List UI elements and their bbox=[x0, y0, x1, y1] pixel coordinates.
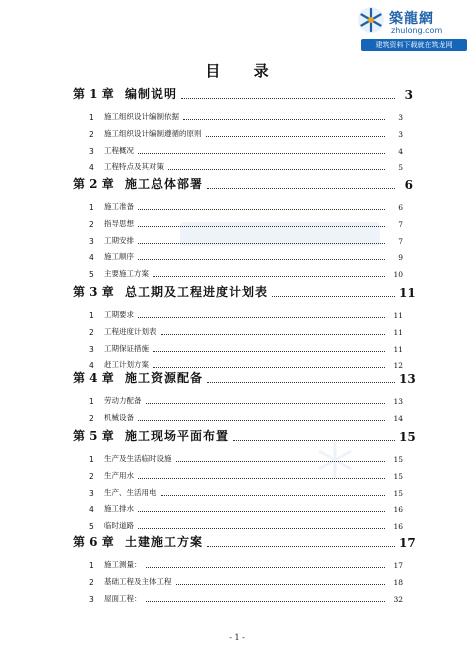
leader-dots bbox=[206, 136, 386, 137]
section-title: 施工组织设计编制依据 bbox=[104, 112, 179, 121]
toc-chapter-row bbox=[73, 370, 416, 386]
toc-section-row bbox=[89, 325, 403, 337]
toc-section-row bbox=[89, 342, 403, 354]
chapter-title: 总工期及工程进度计划表 bbox=[125, 285, 269, 299]
leader-dots bbox=[138, 420, 385, 421]
toc-section-row bbox=[89, 452, 403, 464]
logo-domain: zhulong.com bbox=[391, 26, 443, 35]
toc-section-row bbox=[89, 469, 403, 481]
leader-dots bbox=[153, 351, 385, 352]
section-number: 5 bbox=[89, 270, 94, 280]
leader-dots bbox=[168, 169, 385, 170]
section-page: 32 bbox=[393, 594, 403, 604]
section-page: 7 bbox=[398, 236, 403, 246]
chapter-title: 土建施工方案 bbox=[125, 535, 204, 549]
chapter-title: 施工总体部署 bbox=[125, 177, 204, 191]
section-title: 机械设备 bbox=[104, 412, 134, 422]
section-number: 5 bbox=[89, 522, 94, 532]
section-number: 2 bbox=[89, 129, 94, 139]
section-number: 2 bbox=[89, 471, 94, 481]
section-title: 生产、生活用电 bbox=[104, 487, 157, 497]
leader-dots bbox=[233, 440, 395, 441]
section-number: 3 bbox=[89, 344, 94, 354]
section-number: 1 bbox=[89, 203, 94, 212]
toc-section-row bbox=[89, 110, 403, 122]
leader-dots bbox=[146, 601, 386, 602]
toc-chapter-row bbox=[73, 284, 416, 300]
toc-section-row bbox=[89, 411, 403, 423]
leader-dots bbox=[138, 226, 385, 227]
leader-dots bbox=[207, 546, 395, 547]
section-number: 2 bbox=[89, 577, 94, 587]
toc-section-row bbox=[89, 592, 403, 604]
chapter-number: 第 6 章 bbox=[73, 535, 114, 549]
section-number: 3 bbox=[89, 146, 94, 156]
toc-section-row bbox=[89, 250, 403, 262]
section-page: 10 bbox=[393, 270, 403, 280]
section-number: 3 bbox=[89, 236, 94, 246]
section-number: 4 bbox=[89, 361, 94, 371]
chapter-page: 6 bbox=[404, 178, 413, 192]
toc-section-row bbox=[89, 519, 403, 531]
section-title: 施工顺序 bbox=[104, 252, 134, 262]
section-page: 18 bbox=[393, 577, 403, 587]
chapter-page: 15 bbox=[399, 430, 416, 444]
leader-dots bbox=[138, 209, 385, 210]
section-page: 11 bbox=[393, 344, 403, 354]
section-page: 11 bbox=[393, 311, 403, 320]
section-page: 16 bbox=[393, 522, 403, 532]
leader-dots bbox=[161, 334, 386, 335]
leader-dots bbox=[207, 382, 395, 383]
toc-chapter-row bbox=[73, 86, 413, 102]
section-page: 6 bbox=[398, 203, 403, 212]
leader-dots bbox=[153, 276, 385, 277]
chapter-title: 编制说明 bbox=[125, 87, 178, 101]
section-number: 2 bbox=[89, 413, 94, 423]
leader-dots bbox=[176, 461, 386, 462]
toc-section-row bbox=[89, 575, 403, 587]
section-title: 施工准备 bbox=[104, 202, 134, 211]
section-page: 16 bbox=[393, 505, 403, 515]
toc-section-row bbox=[89, 200, 403, 212]
section-title: 劳动力配备 bbox=[104, 396, 142, 405]
section-title: 工程概况 bbox=[104, 145, 134, 155]
chapter-title: 施工资源配备 bbox=[125, 371, 204, 385]
section-page: 17 bbox=[393, 561, 403, 570]
section-page: 11 bbox=[393, 327, 403, 337]
leader-dots bbox=[272, 296, 395, 297]
leader-dots bbox=[161, 495, 386, 496]
toc-section-row bbox=[89, 558, 403, 570]
section-number: 2 bbox=[89, 327, 94, 337]
section-number: 1 bbox=[89, 455, 94, 464]
section-title: 临时道路 bbox=[104, 521, 134, 531]
section-title: 主要施工方案 bbox=[104, 269, 149, 279]
section-page: 9 bbox=[398, 253, 403, 263]
section-page: 15 bbox=[393, 455, 403, 464]
leader-dots bbox=[183, 119, 385, 120]
section-number: 1 bbox=[89, 113, 94, 122]
leader-dots bbox=[207, 188, 395, 189]
section-title: 赶工计划方案 bbox=[104, 360, 149, 370]
chapter-number: 第 3 章 bbox=[73, 285, 114, 299]
leader-dots bbox=[181, 98, 395, 99]
chapter-page: 3 bbox=[404, 88, 413, 102]
toc-chapter-row bbox=[73, 534, 416, 550]
section-title: 工程进度计划表 bbox=[104, 326, 157, 336]
leader-dots bbox=[138, 478, 385, 479]
section-title: 生产及生活临时设施 bbox=[104, 454, 172, 463]
section-page: 15 bbox=[393, 471, 403, 481]
toc-section-row bbox=[89, 217, 403, 229]
section-title: 工程特点及其对策 bbox=[104, 162, 164, 172]
leader-dots bbox=[138, 511, 385, 512]
toc-section-row bbox=[89, 160, 403, 172]
section-title: 施工测量： bbox=[104, 560, 142, 569]
toc-section-row bbox=[89, 267, 403, 279]
toc-title: 目 录 bbox=[205, 62, 283, 80]
chapter-page: 17 bbox=[399, 536, 416, 550]
leader-dots bbox=[138, 317, 385, 318]
toc-section-row bbox=[89, 502, 403, 514]
section-page: 3 bbox=[398, 129, 403, 139]
section-title: 指导思想 bbox=[104, 218, 134, 228]
section-title: 基础工程及主体工程 bbox=[104, 576, 172, 586]
section-title: 屋面工程： bbox=[104, 593, 142, 603]
toc-section-row bbox=[89, 234, 403, 246]
section-page: 4 bbox=[398, 146, 403, 156]
section-number: 2 bbox=[89, 219, 94, 229]
toc-chapter-row bbox=[73, 176, 413, 192]
section-number: 1 bbox=[89, 311, 94, 320]
section-page: 7 bbox=[398, 219, 403, 229]
toc-section-row bbox=[89, 394, 403, 406]
logo-banner: 建筑资料下载就在筑龙网 bbox=[361, 39, 467, 51]
section-title: 施工排水 bbox=[104, 504, 134, 514]
leader-dots bbox=[138, 528, 385, 529]
section-number: 4 bbox=[89, 505, 94, 515]
chapter-number: 第 2 章 bbox=[73, 177, 114, 191]
leader-dots bbox=[138, 259, 385, 260]
section-title: 生产用水 bbox=[104, 470, 134, 480]
leader-dots bbox=[146, 567, 386, 568]
section-page: 12 bbox=[393, 361, 403, 371]
section-title: 施工组织设计编制遵循的原则 bbox=[104, 128, 202, 138]
section-title: 工期要求 bbox=[104, 310, 134, 319]
leader-dots bbox=[138, 153, 385, 154]
section-number: 4 bbox=[89, 163, 94, 173]
section-page: 3 bbox=[398, 113, 403, 122]
toc-section-row bbox=[89, 486, 403, 498]
section-number: 3 bbox=[89, 488, 94, 498]
section-number: 4 bbox=[89, 253, 94, 263]
chapter-number: 第 5 章 bbox=[73, 429, 114, 443]
section-title: 工期保证措施 bbox=[104, 343, 149, 353]
section-number: 1 bbox=[89, 397, 94, 406]
toc-chapter-row bbox=[73, 428, 416, 444]
logo-name: 築龍網 bbox=[389, 11, 434, 27]
section-page: 14 bbox=[393, 413, 403, 423]
section-number: 1 bbox=[89, 561, 94, 570]
section-page: 13 bbox=[393, 397, 403, 406]
section-page: 15 bbox=[393, 488, 403, 498]
leader-dots bbox=[138, 243, 385, 244]
toc-section-row bbox=[89, 127, 403, 139]
chapter-number: 第 4 章 bbox=[73, 371, 114, 385]
chapter-number: 第 1 章 bbox=[73, 87, 114, 101]
chapter-page: 13 bbox=[399, 372, 416, 386]
leader-dots bbox=[176, 584, 386, 585]
toc-section-row bbox=[89, 144, 403, 156]
toc-section-row bbox=[89, 308, 403, 320]
section-page: 5 bbox=[398, 163, 403, 173]
section-number: 3 bbox=[89, 594, 94, 604]
section-title: 工期安排 bbox=[104, 235, 134, 245]
chapter-page: 11 bbox=[399, 286, 416, 300]
page-number: - 1 - bbox=[229, 633, 245, 642]
chapter-title: 施工现场平面布置 bbox=[125, 429, 230, 443]
leader-dots bbox=[146, 403, 386, 404]
